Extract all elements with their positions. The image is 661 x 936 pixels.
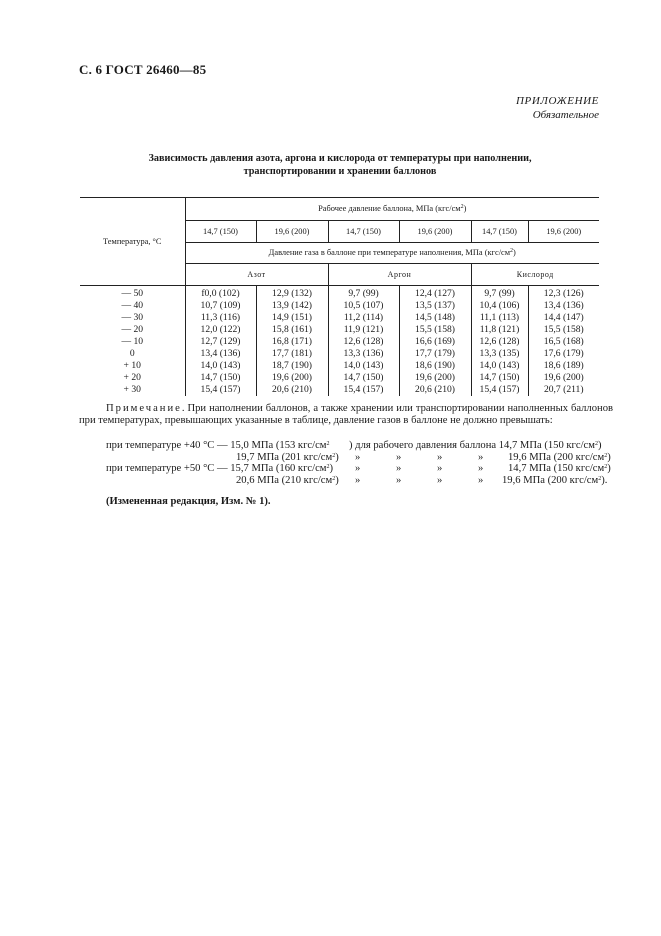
pressure-value-cell: 13,3 (135) [471,348,528,360]
ditto-mark: » [478,475,484,486]
table-row [80,348,599,360]
pressure-col-3: 14,7 (150) [328,221,399,243]
pressure-value-cell: 13,3 (136) [328,348,399,360]
working-pressure-header: Рабочее давление баллона, МПа $(кгс/см^2)$ [185,198,599,221]
temperature-cell: + 30 [123,384,141,395]
ditto-mark: » [355,452,361,463]
pressure-value-cell: 15,4 (157) [185,384,256,396]
ditto-mark: » [437,463,443,474]
pressure-value-cell: 11,3 (116) [185,312,256,324]
appendix-subtitle: Обязательное [532,109,599,121]
gas-oxygen-header: Кислород [471,264,599,286]
pressure-value-cell: 10,4 (106) [471,300,528,312]
temperature-cell: — 30 [121,312,144,323]
pressure-value-cell: 14,9 (151) [256,312,328,324]
table-row [80,336,599,348]
title-line-1: Зависимость давления азота, аргона и кислорода от температуры при наполнении, [148,153,532,164]
appendix-label [516,94,599,122]
pressure-col-1: 14,7 (150) [185,221,256,243]
pressure-value-cell: 14,0 (143) [185,360,256,372]
temperature-cell: 0 [129,348,135,359]
pressure-value-cell: 20,6 (210) [399,384,471,396]
pressure-value-cell: 10,5 (107) [328,300,399,312]
pressure-value-cell: 19,6 (200) [399,372,471,384]
note-label: Примечание [106,403,182,414]
pressure-value-cell: 18,7 (190) [256,360,328,372]
temperature-cell: + 10 [123,360,141,371]
pressure-col-5: 14,7 (150) [471,221,528,243]
ditto-mark: » [437,452,443,463]
pressure-value-cell: 15,5 (158) [528,324,599,336]
note-text: . При наполнении баллонов, а также хранении или транспортировании наполненных баллонов при температурах, превышающих указанные в таблице, давление газов в баллоне не должно превышать: [79,403,613,427]
pressure-value-cell: 17,7 (179) [399,348,471,360]
pressure-value-cell: 12,7 (129) [185,336,256,348]
pressure-value-cell: 20,6 (210) [256,384,328,396]
gas-pressure-header: Давление газа в баллоне при температуре наполнения, МПа $(кгс/см^2)$ [185,243,599,264]
ditto-mark: » [355,475,361,486]
temperature-cell: — 50 [121,288,144,299]
pressure-value-cell: 17,6 (179) [528,348,599,360]
note-line-3-right: 14,7 МПа (150 кгс/$см^2$) [508,463,611,474]
pressure-col-2: 19,6 (200) [256,221,328,243]
temperature-header: Температура, °С [103,236,162,246]
pressure-value-cell: 12,0 (122) [185,324,256,336]
appendix-title: ПРИЛОЖЕНИЕ [516,95,599,107]
pressure-col-6: 19,6 (200) [528,221,599,243]
table-row [80,360,599,372]
temperature-cell: + 20 [123,372,141,383]
table-row [80,384,599,396]
pressure-value-cell: 11,1 (113) [471,312,528,324]
temperature-cell: — 40 [121,300,144,311]
gas-argon-header: Аргон [328,264,471,286]
note-line-3-left: при температуре +50 °С — 15,7 МПа (160 кгс/$см^2$) [106,463,334,474]
note-line-4-right: 19,6 МПа (200 кгс/$см^2$). [502,475,608,486]
pressure-value-cell: 16,6 (169) [399,336,471,348]
pressure-value-cell: 14,5 (148) [399,312,471,324]
pressure-value-cell: 14,7 (150) [185,372,256,384]
document-title [80,152,600,178]
amendment-note: (Измененная редакция, Изм. № 1). [106,496,271,507]
ditto-mark: » [478,452,484,463]
pressure-value-cell: 20,7 (211) [528,384,599,396]
pressure-value-cell: 17,7 (181) [256,348,328,360]
title-line-2: транспортировании и хранении баллонов [243,166,437,177]
note-line-2-left: 19,7 МПа (201 кгс/$см^2$) [236,452,339,463]
pressure-value-cell: 16,8 (171) [256,336,328,348]
pressure-value-cell: 12,4 (127) [399,286,471,301]
pressure-value-cell: 12,6 (128) [328,336,399,348]
pressure-value-cell: 15,8 (161) [256,324,328,336]
pressure-value-cell: 15,5 (158) [399,324,471,336]
table-row [80,300,599,312]
ditto-mark: » [396,475,402,486]
pressure-value-cell: 15,4 (157) [328,384,399,396]
pressure-value-cell: f0,0 (102) [185,286,256,301]
gas-nitrogen-header: Азот [185,264,328,286]
table-row [80,312,599,324]
note-line-2-right: 19,6 МПа (200 кгс/$см^2$) [508,452,611,463]
table-row [80,372,599,384]
pressure-value-cell: 13,5 (137) [399,300,471,312]
pressure-value-cell: 15,4 (157) [471,384,528,396]
pressure-value-cell: 14,0 (143) [471,360,528,372]
pressure-value-cell: 11,8 (121) [471,324,528,336]
ditto-mark: » [396,452,402,463]
pressure-value-cell: 18,6 (189) [528,360,599,372]
pressure-value-cell: 19,6 (200) [528,372,599,384]
pressure-value-cell: 9,7 (99) [328,286,399,301]
ditto-mark: » [478,463,484,474]
pressure-value-cell: 14,4 (147) [528,312,599,324]
table-body [80,286,599,397]
pressure-value-cell: 13,4 (136) [528,300,599,312]
pressure-value-cell: 12,6 (128) [471,336,528,348]
temperature-cell: — 10 [121,336,144,347]
pressure-col-4: 19,6 (200) [399,221,471,243]
note-paragraph [79,403,613,428]
note-line-1-right: ) для рабочего давления баллона 14,7 МПа (150 кгс/$см^2$) [349,440,602,451]
pressure-value-cell: 14,7 (150) [328,372,399,384]
pressure-value-cell: 11,2 (114) [328,312,399,324]
pressure-value-cell: 13,4 (136) [185,348,256,360]
note-line-4-left: 20,6 МПа (210 кгс/$см^2$) [236,475,339,486]
ditto-mark: » [355,463,361,474]
temperature-cell: — 20 [121,324,144,335]
pressure-value-cell: 13,9 (142) [256,300,328,312]
note-line-1-left: при температуре +40 °С — 15,0 МПа (153 кгс/$см^2$ [106,440,330,451]
table-row [80,324,599,336]
pressure-value-cell: 16,5 (168) [528,336,599,348]
pressure-value-cell: 18,6 (190) [399,360,471,372]
table-row [80,286,599,301]
pressure-value-cell: 12,3 (126) [528,286,599,301]
ditto-mark: » [396,463,402,474]
pressure-value-cell: 9,7 (99) [471,286,528,301]
page-header: С. 6 ГОСТ 26460—85 [79,62,207,77]
pressure-value-cell: 14,7 (150) [471,372,528,384]
pressure-value-cell: 12,9 (132) [256,286,328,301]
pressure-value-cell: 14,0 (143) [328,360,399,372]
ditto-mark: » [437,475,443,486]
pressure-value-cell: 10,7 (109) [185,300,256,312]
pressure-value-cell: 19,6 (200) [256,372,328,384]
pressure-table [80,197,599,396]
pressure-value-cell: 11,9 (121) [328,324,399,336]
